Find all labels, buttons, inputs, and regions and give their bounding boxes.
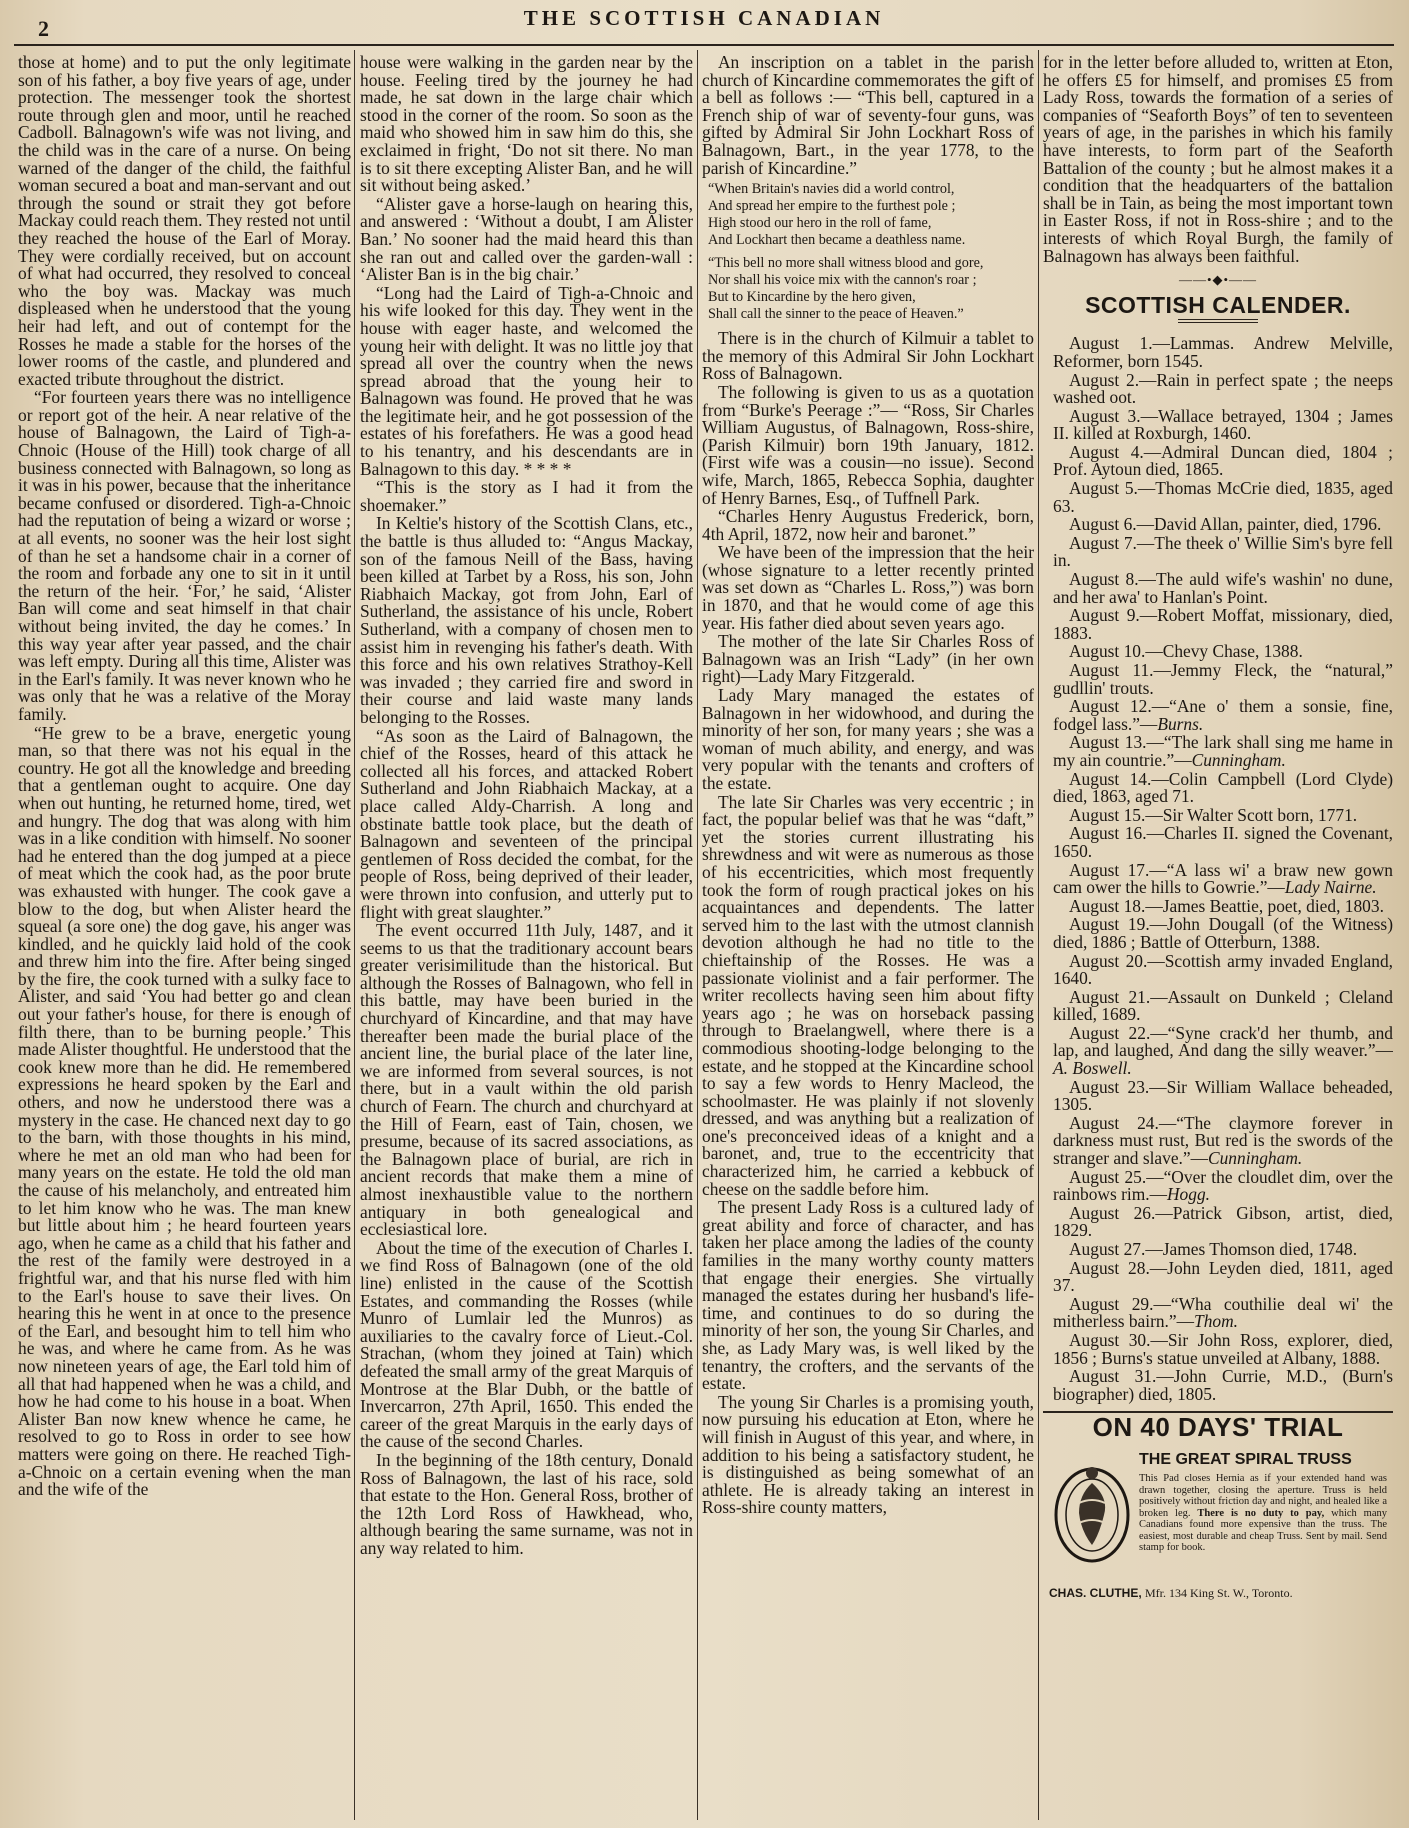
calendar-entry-text: August 1.—Lammas. Andrew Melville, Reformer, born 1545.	[1053, 333, 1393, 371]
calendar-entry	[1043, 1202, 1393, 1241]
calendar-entry-attribution: Hogg.	[1167, 1184, 1210, 1205]
ad-advertiser	[1049, 1585, 1293, 1603]
calendar-list	[1043, 335, 1393, 1403]
calendar-entry	[1043, 768, 1393, 807]
calendar-entry	[1043, 335, 1393, 370]
advertiser-address: Mfr. 134 King St. W., Toronto.	[1145, 1586, 1293, 1601]
calendar-entry-text: August 5.—Thomas McCrie died, 1835, aged 63.	[1053, 478, 1393, 516]
calendar-entry	[1043, 1293, 1393, 1332]
verse-line: And spread her empire to the furthest pole ;	[708, 198, 956, 215]
calendar-entry-attribution: A. Boswell.	[1053, 1058, 1132, 1079]
calendar-entry-text: August 12.—“Ane o' them a sonsie, fine, fodgel lass.”—	[1053, 696, 1393, 734]
article-paragraph: We have been of the impression that the heir (whose signature to a letter recently printed was set down as “Charles L. Ross,”) was born in 1870, and that he would come of age this year. His father died about seven years ago.	[702, 542, 1034, 633]
calendar-entry-text: August 10.—Chevy Chase, 1388.	[1069, 641, 1303, 662]
article-column-3	[702, 54, 1034, 1820]
calendar-entry-attribution: Burns.	[1157, 713, 1204, 734]
calendar-entry-text: August 17.—“A lass wi' a braw new gown cam ower the hills to Gowrie.”—	[1053, 859, 1393, 898]
article-paragraph: The young Sir Charles is a promising youth, now pursuing his education at Eton, where he will finish in August of this year, and where, in addition to his being a satisfactory student, he is distinguished as being somewhat of an athlete. He is already taking an interest in Ross-shire county matters,	[702, 1391, 1034, 1518]
column-rule	[697, 50, 698, 1820]
calendar-entry	[1043, 1022, 1393, 1079]
column-rule	[354, 50, 355, 1820]
calendar-entry-text: August 20.—Scottish army invaded England, 1640.	[1053, 950, 1393, 989]
calendar-entry-text: August 2.—Rain in perfect spate ; the neeps washed oot.	[1053, 369, 1393, 408]
calendar-entry-attribution: Cunningham.	[1208, 1148, 1303, 1169]
article-paragraph: The late Sir Charles was very eccentric ; in fact, the popular belief was that he was “daft,” yet the stories current illustrating his shrewdness and wit were as numerous as those of his eccentricities, which most frequently took the form of rough practical jokes on his acquaintances and dependents. The latter served him to the last with the utmost clannish devotion although he had no title to the chieftainship of the Rosses. He was a passionate violinist and a fair performer. The writer recollects having seen him about fifty years ago ; he was on horseback passing through to Braelangwell, where there is a commodious shooting-lodge belonging to the estate, and he stopped at the Kincardine school to say a few words to Henry Macleod, the schoolmaster. He was plainly if not slovenly dressed, and was anything but a realization of one's preconceived ideas of a knight and a baronet, and, true to the eccentricity that characterized him, he carried a kebbuck of cheese on the saddle before him.	[702, 791, 1034, 1199]
truss-advertisement	[1043, 1411, 1393, 1611]
calendar-entry	[1043, 825, 1393, 860]
article-paragraph: Lady Mary managed the estates of Balnagown in her widowhood, and during the minority of her son, for many years ; she was a woman of much ability, and energy, and was very popular with the tenants and crofters of the estate.	[702, 685, 1034, 793]
calendar-entry-attribution: Cunningham.	[1191, 749, 1286, 770]
verse-line: Shall call the sinner to the peace of Heaven.”	[708, 306, 964, 323]
masthead	[14, 2, 1394, 46]
calendar-entry	[1043, 607, 1393, 642]
article-paragraph: There is in the church of Kilmuir a tablet to the memory of this Admiral Sir John Lockhart Ross of Balnagown.	[702, 328, 1034, 384]
calendar-entry	[1043, 950, 1393, 989]
verse-line: And Lockhart then became a deathless name.	[708, 232, 966, 249]
article-paragraph: The present Lady Ross is a cultured lady of great ability and force of character, and has taken her place among the ladies of the county families in the many worthy county matters that engage their energies. She virtually managed the estates during her husband's life-time, and continues to do so during the minority of her son, the young Sir Charles, and she, as Lady Mary was, is well liked by the tenantry, the crofters, and the servants of the estate.	[702, 1197, 1034, 1394]
article-paragraph: “For fourteen years there was no intelligence or report got of the heir. A near relative of the house of Balnagown, the Laird of Tigh-a-Chnoic (House of the Hill) took charge of all business connected with Balnagown, so long as it was in his power, because that the inheritance became confused or disordered. Tigh-a-Chnoic had the reputation of being a wizard or worse ; at all events, no sooner was the heir lost sight of than he set a handsome chair in a corner of the room and forbade any one to sit in it until the return of the heir. ‘For,’ he said, ‘Alister Ban will come and seat himself in that chair without being invited, the day he comes.’ In this way year after year passed, and the chair was left empty. During all this time, Alister was in the Earl's family. It was never known who he was only that he was a relative of the Moray family.	[18, 387, 351, 724]
calendar-entry	[1043, 895, 1393, 916]
calendar-entry-text: August 7.—The theek o' Willie Sim's byre fell in.	[1053, 532, 1393, 571]
calendar-entry-text: August 18.—James Beattie, poet, died, 1803.	[1069, 895, 1384, 916]
calendar-entry	[1043, 916, 1393, 951]
calendar-entry	[1043, 532, 1393, 571]
calendar-entry	[1043, 1166, 1393, 1205]
calendar-entry	[1043, 643, 1393, 661]
calendar-entry-text: August 4.—Admiral Duncan died, 1804 ; Prof. Aytoun died, 1865.	[1053, 441, 1393, 480]
article-paragraph: The event occurred 11th July, 1487, and it seems to us that the traditionary account bears greater verisimilitude than the historical. But although the Rosses of Balnagown, who fell in this battle, may have been buried in the churchyard of Kincardine, and that may have thereafter been made the burial place of the ancient line, the burial place of the later line, we are informed from several sources, is not there, but in a vault within the old parish church of Fearn. The church and churchyard at the Hill of Fearn, east of Tain, chosen, we presume, because of its sacred associations, as the Balnagown place of burial, are rich in ancient records that make them a mine of almost inexhaustible value to the northern antiquary in both genealogical and ecclesiastical lore.	[360, 920, 693, 1240]
article-paragraph: “Alister gave a horse-laugh on hearing this, and answered : ‘Without a doubt, I am Alister Ban.’ No sooner had the maid heard this than she ran out and called over the garden-wall : ‘Alister Ban is in the big chair.’	[360, 193, 693, 285]
article-paragraph: In the beginning of the 18th century, Donald Ross of Balnagown, the last of his race, sold that estate to the Hon. General Ross, brother of the 12th Lord Ross of Hawkhead, who, although bearing the same surname, was not in any way related to him.	[360, 1449, 693, 1558]
ornamental-divider: ——•◆•——	[1178, 272, 1258, 288]
article-paragraph: “Long had the Laird of Tigh-a-Chnoic and his wife looked for this day. They went in the house with eager haste, and welcomed the young heir with delight. It was no little joy that spread all over the country when the news spread abroad that the young heir to Balnagown was found. He proved that he was the legitimate heir, and he got possession of the estates of his forefathers. He was a good head to his tenantry, and his descendants are in Balnagown to this day. * * * *	[360, 282, 693, 479]
calendar-entry	[1043, 571, 1393, 606]
calendar-entry-text: August 22.—“Syne crack'd her thumb, and lap, and laughed, And dang the silly weaver.”—	[1053, 1022, 1393, 1061]
calendar-entry	[1043, 698, 1393, 733]
calendar-entry	[1043, 516, 1393, 534]
calendar-entry	[1043, 986, 1393, 1025]
article-paragraph: “Charles Henry Augustus Frederick, born, 4th April, 1872, now heir and baronet.”	[702, 506, 1034, 544]
ad-body-end: which many Canadians found more expensive than the truss. The easiest, most durable and cheap Truss. Sent by mail. Send stamp for book.	[1139, 1507, 1387, 1554]
calendar-entry-attribution: Thom.	[1194, 1311, 1239, 1332]
article-paragraph: About the time of the execution of Charles I. we find Ross of Balnagown (one of the old line) enlisted in the cause of the Scottish Estates, and commanding the Rosses (while Munro of Lumlair led the Munros) as auxiliaries to the cavalry force of Lieut.-Col. Strachan, (whom they joined at Tain) which defeated the small army of the great Marquis of Montrose at the Blar Dubh, or the battle of Invercarron, 27th April, 1650. This ended the career of the great Marquis in the early days of the cause of the second Charles.	[360, 1237, 693, 1452]
calendar-entry-text: August 19.—John Dougall (of the Witness) died, 1886 ; Battle of Otterburn, 1388.	[1053, 914, 1393, 952]
advertiser-name: CHAS. CLUTHE,	[1049, 1586, 1142, 1601]
article-paragraph: In Keltie's history of the Scottish Clans, etc., the battle is thus alluded to: “Angus Mackay, son of the famous Neill of the Bass, having been killed at Tarbet by a Ross, his son, John Riabhaich Mackay, got from John, Earl of Sutherland, the assistance of his uncle, Robert Sutherland, with a company of chosen men to assist him in revenging his father's death. With this force and his own relatives Strathoy-Kell was invaded ; they carried fire and sword in their course and laid waste many lands belonging to the Rosses.	[360, 513, 693, 727]
calendar-entry-text: August 27.—James Thomson died, 1748.	[1069, 1239, 1358, 1259]
calendar-entry	[1043, 1368, 1393, 1403]
article-paragraph: The mother of the late Sir Charles Ross of Balnagown was an Irish “Lady” (in her own right)—Lady Mary Fitzgerald.	[702, 631, 1034, 687]
article-paragraph: “He grew to be a brave, energetic young man, so that there was not his equal in the country. He got all the knowledge and breeding that a gentleman ought to acquire. One day when out hunting, he returned home, tired, wet and hungry. The dog that was along with him was in a like condition with himself. No sooner had he entered than the dog jumped at a piece of meat which the cook had, as the poor brute was exhausted with hunger. The cook gave a blow to the dog, but when Alister heard the squeal (a sore one) the dog gave, his anger was kindled, and he quickly laid hold of the cook and threw him into the fire. After being singed by the fire, the cook turned with a sulky face to Alister, and said ‘You had better go and clean out your father's house, for there is enough of filth there, than to be burning people.’ This made Alister thoughtful. He understood that the cook knew more than he did. He remembered expressions he heard spoken by the Earl and others, and now he understood there was a mystery in the case. He chanced next day to go to the barn, with those thoughts in his mind, where he met an old man who had been for many years on the estate. He told the old man the cause of his melancholy, and entreated him to let him know who he was. The man knew but little about him ; he heard fourteen years ago, when he came as a child that his father and the rest of the family were destroyed in a frightful war, and that his nurse fled with him to the Earl's house to save their lives. On hearing this he went in at once to the presence of the Earl, and besought him to tell him who he was, and where he came from. As he was now nineteen years of age, the Earl told him of all that had happened when he was a child, and how he had come to his house in a boat. When Alister Ban now knew whence he came, he resolved to go to Ross in order to see how matters were going on there. He reached Tigh-a-Chnoic on a certain evening when the man and the wife of the	[18, 722, 351, 1500]
calendar-entry-text: August 28.—John Leyden died, 1811, aged 37.	[1053, 1257, 1393, 1296]
calendar-entry-text: August 29.—“Wha couthilie deal wi' the mitherless bairn.”—	[1053, 1293, 1393, 1332]
calendar-entry-text: August 31.—John Currie, M.D., (Burn's biographer) died, 1805.	[1053, 1366, 1393, 1404]
article-paragraph: “As soon as the Laird of Balnagown, the chief of the Rosses, heard of this attack he collected all his forces, and attacked Robert Sutherland and John Riabhaich Mackay, at a place called Aldy-Charrish. A long and obstinate battle took place, but the death of Balnagown and seventeen of the principal gentlemen of Ross decided the combat, for the people of Ross, being deprived of their leader, were thrown into confusion, and utterly put to flight with great slaughter.”	[360, 725, 693, 922]
column-rule	[1038, 50, 1039, 1820]
verse-line: “This bell no more shall witness blood and gore,	[708, 255, 984, 272]
calendar-entry-text: August 23.—Sir William Wallace beheaded, 1305.	[1053, 1076, 1393, 1115]
calendar-entry-text: August 14.—Colin Campbell (Lord Clyde) died, 1863, aged 71.	[1053, 768, 1393, 807]
calendar-entry	[1043, 480, 1393, 515]
calendar-entry	[1043, 1257, 1393, 1296]
calendar-rule	[1178, 319, 1258, 323]
bell-verse	[708, 181, 1034, 323]
newspaper-title: THE SCOTTISH CANADIAN	[523, 6, 885, 30]
calendar-entry	[1043, 1241, 1393, 1259]
article-paragraph: “This is the story as I had it from the shoemaker.”	[360, 477, 693, 515]
verse-line: “When Britain's navies did a world control,	[708, 181, 955, 198]
ad-body-text	[1139, 1473, 1387, 1554]
calendar-entry-text: August 13.—“The lark shall sing me hame in my ain countrie.”—	[1053, 732, 1393, 770]
article-paragraph: for in the letter before alluded to, written at Eton, he offers £5 for himself, and promises £5 from Lady Ross, towards the formation of a series of companies of “Seaforth Boys” of ten to seventeen years of age, in the parishes in which his family have interests, to form part of the Seaforth Battalion of the county ; but he almost makes it a condition that the headquarters of the battalion shall be in Tain, as being the most important town in Easter Ross, if not in Ross-shire ; and to the interests of which Royal Burgh, the family of Balnagown has always been faithful.	[1043, 54, 1393, 266]
calendar-entry-text: August 9.—Robert Moffat, missionary, died, 1883.	[1053, 605, 1393, 643]
page-number: 2	[38, 16, 49, 41]
calendar-entry-text: August 16.—Charles II. signed the Covenant, 1650.	[1053, 823, 1393, 861]
ad-body-lead: This Pad closes Hernia as if your extended hand was drawn together, closing the aperture. Truss is held positively without friction day and night, and healed like a broken leg.	[1139, 1473, 1387, 1519]
calendar-entry	[1043, 662, 1393, 697]
calendar-entry	[1043, 1329, 1393, 1368]
article-column-4	[1043, 54, 1393, 1820]
ad-body-emphasis: There is no duty to pay,	[1197, 1507, 1325, 1519]
article-paragraph: house were walking in the garden near by the house. Feeling tired by the journey he had made, he sat down in the large chair which stood in the corner of the room. So soon as the maid who showed him in saw him do this, she exclaimed in fright, ‘Do not sit there. No man is to sit there excepting Alister Ban, and he will sit without being asked.’	[360, 54, 693, 196]
article-column-2	[360, 54, 693, 1820]
calendar-entry	[1043, 405, 1393, 444]
verse-line: But to Kincardine by the hero given,	[708, 289, 916, 306]
ad-subhead: THE GREAT SPIRAL TRUSS	[1139, 1451, 1352, 1469]
calendar-entry-text: August 24.—“The claymore forever in darkness must rust, But red is the swords of the stranger and slave.”—	[1053, 1112, 1393, 1169]
calendar-entry-attribution: Lady Nairne.	[1284, 877, 1377, 898]
calendar-entry-text: August 8.—The auld wife's washin' no dune, and her awa' to Hanlan's Point.	[1053, 569, 1393, 607]
article-paragraph: The following is given to us as a quotation from “Burke's Peerage :”— “Ross, Sir Charles William Augustus, of Balnagown, Ross-shire, (Parish Kilmuir) born 19th January, 1812. (First wife was a cousin—no issue). Second wife, March, 1865, Rebecca Sophia, daughter of Henry Barnes, Esq., of Tuffnell Park.	[702, 381, 1034, 508]
calendar-entry-text: August 11.—Jemmy Fleck, the “natural,” gudllin' trouts.	[1053, 660, 1393, 698]
calendar-entry-text: August 30.—Sir John Ross, explorer, died, 1856 ; Burns's statue unveiled at Albany, 1888.	[1053, 1329, 1393, 1368]
calendar-entry	[1043, 441, 1393, 480]
calendar-entry	[1043, 859, 1393, 898]
verse-line: Nor shall his voice mix with the cannon's roar ;	[708, 272, 977, 289]
calendar-entry-text: August 3.—Wallace betrayed, 1304 ; James II. killed at Roxburgh, 1460.	[1053, 405, 1393, 444]
calendar-entry-text: August 25.—“Over the cloudlet dim, over the rainbows rim.—	[1053, 1166, 1393, 1205]
calendar-entry-text: August 26.—Patrick Gibson, artist, died, 1829.	[1053, 1202, 1393, 1241]
calendar-entry	[1043, 1076, 1393, 1115]
calendar-entry	[1043, 1112, 1393, 1169]
calendar-entry-text: August 21.—Assault on Dunkeld ; Cleland killed, 1689.	[1053, 986, 1393, 1025]
verse-line: High stood our hero in the roll of fame,	[708, 215, 932, 232]
article-paragraph: An inscription on a tablet in the parish church of Kincardine commemorates the gift of a bell as follows :— “This bell, captured in a French ship of war of seventy-four guns, was gifted by Admiral Sir John Lockhart Ross of Balnagown, Bart., in the year 1778, to the parish of Kincardine.”	[702, 54, 1034, 178]
ad-headline: ON 40 DAYS' TRIAL	[1092, 1412, 1344, 1443]
article-column-1	[18, 54, 351, 1820]
calendar-entry-text: August 6.—David Allan, painter, died, 1796.	[1069, 514, 1382, 535]
calendar-entry	[1043, 369, 1393, 408]
calendar-entry	[1043, 734, 1393, 769]
calendar-title: SCOTTISH CALENDER.	[1085, 291, 1351, 318]
article-paragraph: those at home) and to put the only legitimate son of his father, a boy five years of age, under protection. The messenger took the shortest route through glen and moor, until he reached Cadboll. Balnagown's wife was not living, and the child was in the care of a nurse. On being warned of the danger of the child, the faithful woman secured a boat and man-servant and out through the sound or strait they got before Mackay could reach them. They rested not until they reached the house of the Earl of Moray. They were cordially received, but on account of what had occurred, they resolved to conceal who the boy was. Mackay was much displeased when he understood that the young heir had left, and out of contempt for the Rosses he made a stable for the horses of the lower rooms of the castle, and plundered and exacted tribute throughout the district.	[18, 54, 351, 389]
calendar-entry	[1043, 804, 1393, 825]
truss-illustration-icon	[1049, 1453, 1135, 1573]
calendar-entry-text: August 15.—Sir Walter Scott born, 1771.	[1069, 804, 1358, 825]
